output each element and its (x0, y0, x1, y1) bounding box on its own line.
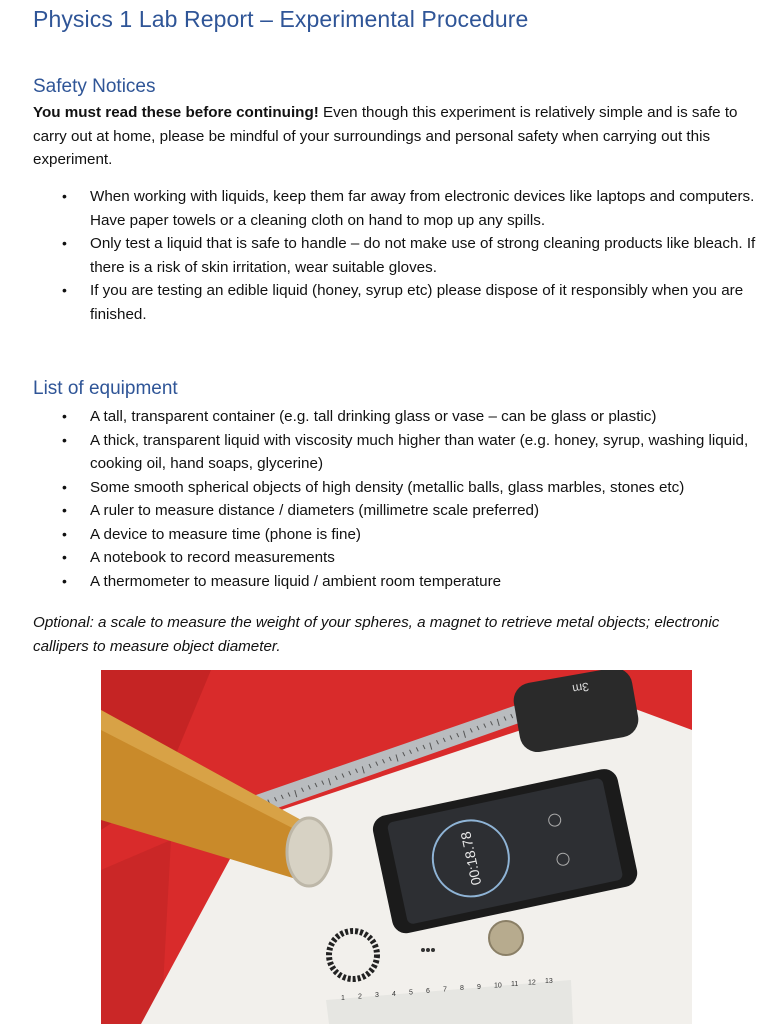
page-title: Physics 1 Lab Report – Experimental Procedure (33, 6, 529, 32)
ruler-number: 12 (528, 979, 536, 987)
ruler-number: 6 (426, 988, 430, 995)
ruler-number: 5 (409, 989, 413, 997)
safety-intro (33, 101, 757, 172)
list-item: • A ruler to measure distance / diameters (millimetre scale preferred) (33, 499, 761, 523)
optional-note: Optional: a scale to measure the weight of your spheres, a magnet to retrieve metal objects; electronic callipers to measure object diameter. (33, 614, 720, 655)
equipment-photo-illustration (101, 670, 692, 1024)
ruler-number: 11 (511, 981, 519, 988)
bullet-icon: • (62, 572, 67, 589)
ruler-number: 7 (443, 986, 447, 994)
bullet-icon: • (62, 235, 67, 251)
safety-intro-text: Even though this experiment is relatively simple and is safe to carry out at home, please be mindful of your surroundings and personal safety when carrying out this experiment. (33, 104, 738, 168)
coin (489, 921, 523, 955)
safety-list (33, 185, 761, 326)
ruler-number: 9 (477, 983, 481, 991)
bullet-icon: • (62, 188, 67, 204)
list-item: • Only test a liquid that is safe to handle – do not make use of strong cleaning products like bleach. If there is a risk of skin irritation, wear suitable gloves. (33, 232, 761, 279)
bullet-icon: • (62, 502, 67, 518)
ruler-number: 8 (460, 985, 464, 993)
equipment-list (33, 405, 761, 593)
ruler-number: 4 (392, 990, 396, 998)
equipment-photo (101, 670, 692, 1024)
ruler-number: 13 (545, 978, 553, 986)
list-item: • A thermometer to measure liquid / ambient room temperature (33, 570, 761, 594)
tape-label: 3m (571, 679, 591, 697)
ruler-number: 10 (494, 982, 502, 990)
list-item: • A notebook to record measurements (33, 546, 761, 570)
ruler-number: 3 (375, 992, 379, 1000)
bullet-icon: • (62, 549, 67, 565)
ruler-number: 2 (358, 993, 362, 1001)
equipment-heading: List of equipment (33, 378, 178, 399)
list-item: • A thick, transparent liquid with viscosity much higher than water (e.g. honey, syrup, washing liquid, cooking oil, hand soaps, glycerine) (33, 429, 761, 476)
bullet-icon: • (62, 431, 67, 448)
ruler-number: 1 (341, 995, 345, 1002)
list-item: • When working with liquids, keep them far away from electronic devices like laptops and computers. Have paper towels or a cleaning cloth on hand to mop up any spills. (33, 185, 761, 232)
stopwatch-readout: 00:18.78 (457, 830, 485, 887)
list-item: • Some smooth spherical objects of high density (metallic balls, glass marbles, stones etc) (33, 476, 761, 500)
safety-intro-bold: You must read these before continuing! (33, 104, 319, 121)
bullet-icon: • (62, 525, 67, 542)
bullet-icon: • (62, 408, 67, 424)
safety-heading: Safety Notices (33, 76, 156, 97)
list-item: • A device to measure time (phone is fine) (33, 523, 761, 547)
bullet-icon: • (62, 282, 67, 298)
list-item: • A tall, transparent container (e.g. tall drinking glass or vase – can be glass or plastic) (33, 405, 761, 429)
list-item: • If you are testing an edible liquid (honey, syrup etc) please dispose of it responsibly when you are finished. (33, 279, 761, 326)
bullet-icon: • (62, 478, 67, 495)
